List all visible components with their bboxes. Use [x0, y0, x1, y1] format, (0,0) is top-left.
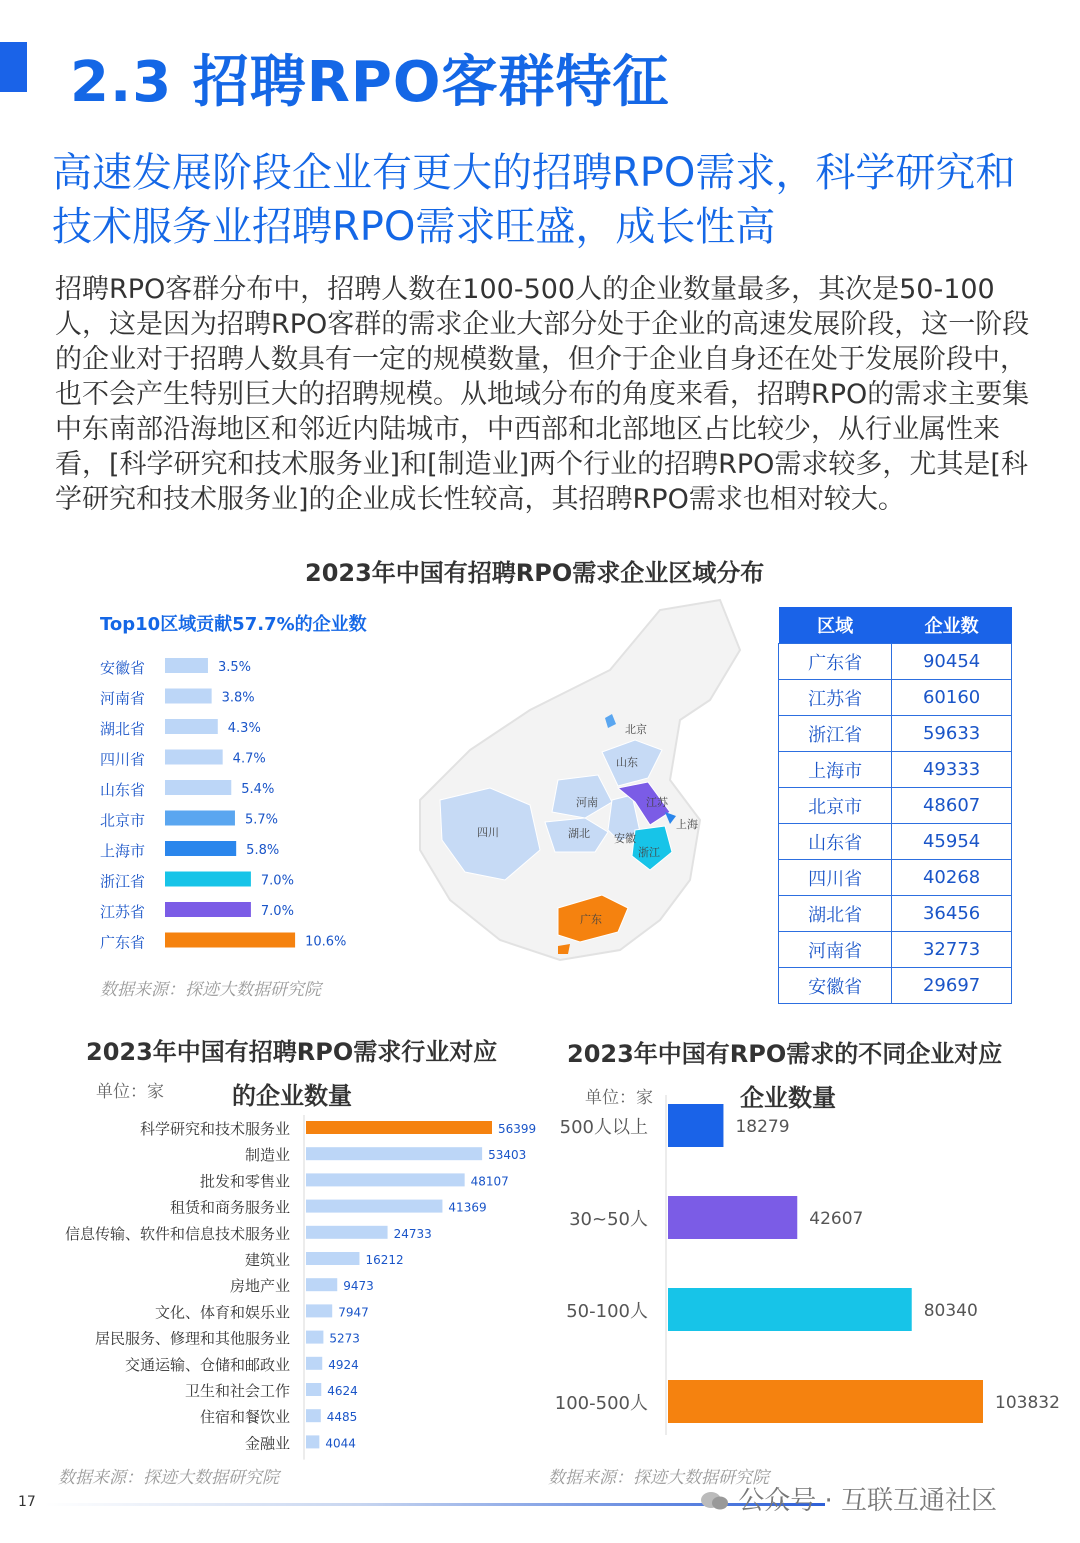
body-paragraph: 招聘RPO客群分布中，招聘人数在100-500人的企业数量最多，其次是50-100人，这是因为招聘RPO客群的需求企业大部分处于企业的高速发展阶段，这一阶段的企业对于招聘人数具有一定的规模数量，但介于企业自身还在处于发展阶段中，也不会产生特别巨大的招聘规模。从地域分布的角度来看，招聘RPO的需求主要集中东南部沿海地区和邻近内陆城市，中西部和北部地区占比较少，从行业属性来看，[科学研究和技术服务业]和[制造业]两个行业的招聘RPO需求较多，尤其是[科学研究和技术服务业]的企业成长性较高，其招聘RPO需求也相对较大。 — [55, 274, 1030, 515]
industry-bar-value: 53403 — [488, 1148, 527, 1163]
top10-label: Top10区域贡献57.7%的企业数 — [100, 614, 367, 635]
region-name-cell: 江苏省 — [779, 680, 892, 716]
map-label: 上海 — [676, 818, 698, 831]
industry-bar-value: 7947 — [338, 1305, 369, 1320]
region-bar — [165, 933, 295, 948]
region-name-cell: 河南省 — [779, 932, 892, 968]
industry-bar-label: 居民服务、修理和其他服务业 — [94, 1329, 290, 1348]
size-source: 数据来源：探迹大数据研究院 — [548, 1468, 769, 1488]
region-count-cell: 36456 — [892, 896, 1012, 932]
size-bar-value: 103832 — [995, 1393, 1060, 1413]
watermark-text: 公众号 · 互联互通社区 — [738, 1486, 998, 1516]
industry-bar — [306, 1383, 321, 1396]
region-count-cell: 29697 — [892, 968, 1012, 1004]
industry-bar — [306, 1357, 322, 1370]
industry-bar-label: 金融业 — [244, 1434, 290, 1453]
size-bar-label: 500人以上 — [559, 1117, 648, 1138]
region-bar — [165, 872, 251, 887]
region-bar — [165, 658, 208, 673]
size-bar-value: 80340 — [923, 1301, 978, 1321]
region-source: 数据来源：探迹大数据研究院 — [100, 980, 321, 1000]
table-row — [779, 680, 1012, 716]
region-chart-title: 2023年中国有招聘RPO需求企业区域分布 — [305, 559, 765, 587]
region-bar-label: 北京市 — [100, 811, 146, 830]
industry-bar-label: 卫生和社会工作 — [184, 1382, 290, 1400]
industry-bar-label: 科学研究和技术服务业 — [139, 1120, 290, 1138]
industry-bar — [306, 1173, 465, 1186]
table-row — [779, 788, 1012, 824]
industry-bar-label: 批发和零售业 — [199, 1172, 290, 1191]
industry-bar-label: 租赁和商务服务业 — [169, 1198, 290, 1217]
section-title: 2.3 招聘RPO客群特征 — [70, 50, 670, 115]
size-chart-title-line2: 企业数量 — [740, 1084, 836, 1112]
map-label: 北京 — [625, 723, 647, 736]
industry-chart-title-line2: 的企业数量 — [232, 1082, 352, 1110]
industry-bar-value: 41369 — [448, 1200, 487, 1215]
map-label: 安徽 — [614, 832, 636, 845]
region-bar — [165, 750, 223, 765]
map-label: 浙江 — [638, 846, 660, 859]
map-label: 江苏 — [646, 796, 668, 809]
industry-bar — [306, 1331, 323, 1344]
region-bar-value: 10.6% — [305, 934, 347, 950]
table-row — [779, 644, 1012, 680]
industry-bar — [306, 1278, 337, 1291]
table-row — [779, 860, 1012, 896]
region-count-cell: 90454 — [892, 644, 1012, 680]
industry-chart-title-line1: 2023年中国有招聘RPO需求行业对应 — [86, 1038, 498, 1066]
size-bar — [668, 1288, 912, 1331]
size-bar-value: 42607 — [809, 1209, 864, 1229]
region-table — [778, 607, 1012, 1004]
map-label: 广东 — [580, 913, 602, 926]
industry-bar-value: 48107 — [470, 1174, 509, 1189]
wechat-icon — [700, 1489, 730, 1511]
industry-bar-label: 交通运输、仓储和邮政业 — [124, 1355, 290, 1374]
industry-bar — [306, 1121, 492, 1134]
region-name-cell: 广东省 — [779, 644, 892, 680]
region-count-cell: 59633 — [892, 716, 1012, 752]
size-bar-value: 18279 — [735, 1117, 790, 1137]
region-bar — [165, 811, 235, 826]
industry-bar-value: 4624 — [327, 1384, 358, 1398]
table-row — [779, 824, 1012, 860]
table-header: 企业数 — [892, 607, 1012, 644]
region-count-cell: 40268 — [892, 860, 1012, 896]
section-accent-bar — [0, 42, 27, 92]
table-row — [779, 896, 1012, 932]
region-bar-label: 山东省 — [100, 781, 146, 799]
map-label: 山东 — [616, 756, 638, 769]
region-bar — [165, 902, 251, 917]
region-name-cell: 浙江省 — [779, 716, 892, 752]
china-map — [380, 590, 780, 990]
region-count-cell: 49333 — [892, 752, 1012, 788]
region-bar — [165, 689, 212, 704]
region-bar-label: 四川省 — [100, 750, 146, 769]
industry-bar-value: 4485 — [326, 1410, 358, 1425]
industry-bar — [306, 1252, 359, 1265]
region-bar-value: 5.7% — [244, 812, 278, 828]
size-chart-title-line1: 2023年中国有RPO需求的不同企业对应 — [567, 1040, 1003, 1068]
region-count-cell: 48607 — [892, 788, 1012, 824]
region-bar-value: 3.8% — [221, 690, 255, 706]
industry-bar — [306, 1200, 442, 1213]
table-row — [779, 752, 1012, 788]
industry-bar-chart — [0, 1115, 545, 1460]
industry-bar-label: 建筑业 — [244, 1251, 290, 1269]
region-bar-label: 河南省 — [100, 689, 146, 708]
region-bar-label: 湖北省 — [100, 720, 146, 738]
region-bar-value: 5.8% — [246, 843, 280, 858]
region-bar-chart — [95, 650, 395, 960]
size-bar-chart — [545, 1095, 1065, 1435]
region-table-wrap — [778, 607, 1012, 1004]
size-bar — [668, 1196, 797, 1239]
region-name-cell: 四川省 — [779, 860, 892, 896]
industry-bar-label: 文化、体育和娱乐业 — [154, 1303, 290, 1322]
industry-bar-label: 制造业 — [244, 1146, 290, 1165]
region-count-cell: 60160 — [892, 680, 1012, 716]
region-bar — [165, 841, 236, 856]
region-bar-value: 3.5% — [217, 660, 251, 675]
size-bar — [668, 1380, 983, 1423]
size-bar-label: 30~50人 — [569, 1209, 648, 1230]
region-bar-label: 浙江省 — [100, 872, 146, 891]
watermark — [700, 1480, 997, 1517]
industry-bar — [306, 1304, 332, 1317]
subtitle: 高速发展阶段企业有更大的招聘RPO需求，科学研究和技术服务业招聘RPO需求旺盛，成长性高 — [52, 150, 1016, 250]
industry-bar-label: 信息传输、软件和信息技术服务业 — [64, 1224, 290, 1243]
industry-bar-value: 4924 — [328, 1357, 359, 1372]
region-bar — [165, 780, 231, 795]
industry-source: 数据来源：探迹大数据研究院 — [58, 1468, 279, 1488]
industry-bar-value: 4044 — [325, 1436, 356, 1451]
size-bar-label: 100-500人 — [554, 1393, 648, 1414]
region-bar-value: 7.0% — [260, 873, 294, 889]
region-bar-label: 上海市 — [100, 842, 146, 860]
industry-unit: 单位：家 — [96, 1082, 164, 1102]
industry-bar — [306, 1147, 482, 1160]
region-bar-label: 广东省 — [100, 933, 146, 952]
region-name-cell: 上海市 — [779, 752, 892, 788]
industry-bar-label: 房地产业 — [229, 1277, 290, 1296]
table-row — [779, 716, 1012, 752]
region-bar-value: 4.3% — [227, 721, 261, 736]
size-unit: 单位：家 — [585, 1088, 653, 1108]
table-row — [779, 968, 1012, 1004]
industry-bar — [306, 1409, 321, 1422]
size-bar-label: 50-100人 — [566, 1301, 648, 1322]
industry-bar-value: 56399 — [498, 1122, 537, 1136]
table-header-row — [779, 607, 1012, 644]
region-bar-value: 7.0% — [260, 904, 294, 919]
map-label: 湖北 — [568, 827, 590, 840]
region-name-cell: 安徽省 — [779, 968, 892, 1004]
industry-bar-label: 住宿和餐饮业 — [199, 1408, 290, 1427]
size-bar — [668, 1104, 723, 1147]
industry-bar-value: 24733 — [393, 1226, 432, 1241]
region-name-cell: 山东省 — [779, 824, 892, 860]
industry-bar — [306, 1226, 388, 1239]
page-number: 17 — [18, 1494, 36, 1510]
industry-bar-value: 5273 — [329, 1331, 360, 1346]
table-header: 区域 — [779, 607, 892, 644]
industry-bar-value: 16212 — [365, 1253, 404, 1267]
region-count-cell: 32773 — [892, 932, 1012, 968]
region-name-cell: 北京市 — [779, 788, 892, 824]
region-bar-label: 安徽省 — [100, 659, 146, 677]
table-row — [779, 932, 1012, 968]
industry-bar-value: 9473 — [343, 1279, 374, 1294]
map-label: 河南 — [576, 796, 598, 809]
industry-bar — [306, 1435, 319, 1448]
region-bar-value: 4.7% — [232, 751, 266, 767]
region-name-cell: 湖北省 — [779, 896, 892, 932]
region-count-cell: 45954 — [892, 824, 1012, 860]
map-label: 四川 — [477, 826, 499, 839]
region-bar-label: 江苏省 — [100, 903, 146, 921]
region-bar — [165, 719, 218, 734]
region-bar-value: 5.4% — [241, 782, 275, 797]
